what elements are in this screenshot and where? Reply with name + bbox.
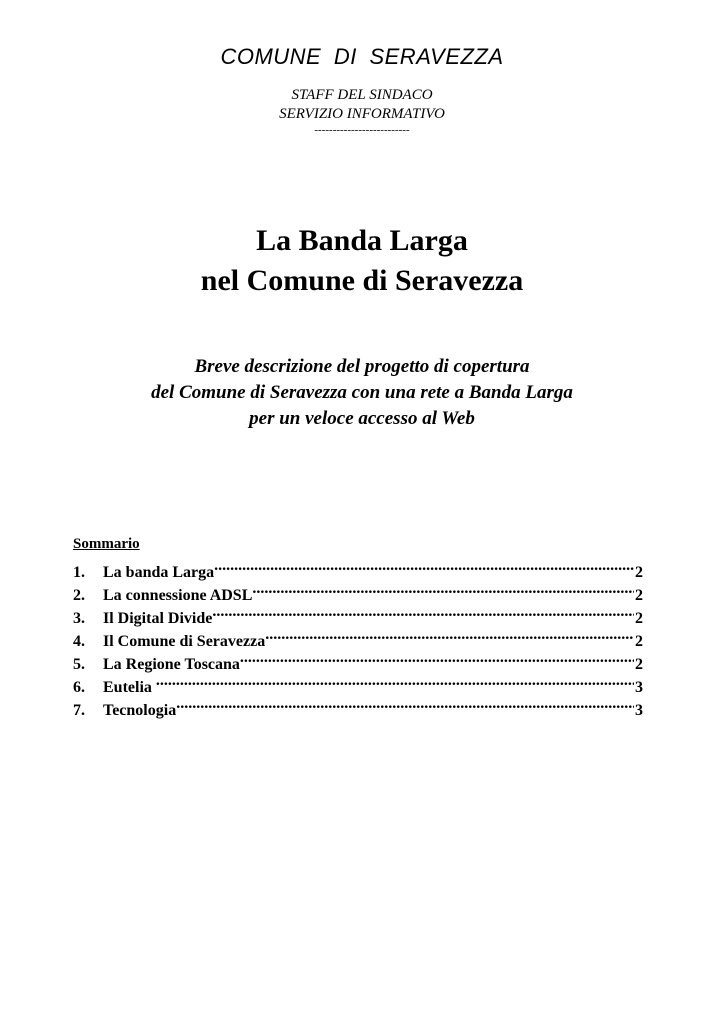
toc-entry-number: 7. bbox=[73, 702, 85, 719]
toc-entry-label: Eutelia bbox=[103, 679, 156, 696]
toc-entry-number: 6. bbox=[73, 679, 85, 696]
toc-heading: Sommario bbox=[73, 536, 140, 552]
toc-entry-number: 5. bbox=[73, 656, 85, 673]
toc-entry-page: 3 bbox=[635, 679, 643, 696]
toc-dot-leader bbox=[156, 669, 634, 692]
toc-entry-label: Tecnologia bbox=[103, 702, 177, 719]
toc-dot-leader bbox=[252, 577, 634, 600]
document-title-line-1: La Banda Larga bbox=[256, 224, 468, 257]
toc-dot-leader bbox=[214, 554, 634, 577]
document-title-line-2: nel Comune di Seravezza bbox=[200, 264, 524, 297]
toc-entry-page: 2 bbox=[635, 564, 643, 581]
toc-dot-leader bbox=[176, 692, 634, 715]
toc-entry[interactable] bbox=[73, 692, 643, 719]
toc-entry-number: 3. bbox=[73, 610, 85, 627]
toc-entry-number: 1. bbox=[73, 564, 85, 581]
header-rule: -------------------------- bbox=[314, 124, 410, 136]
toc-entry-page: 3 bbox=[635, 702, 643, 719]
toc-entry-label: Il Comune di Seravezza bbox=[103, 633, 266, 650]
toc-entry[interactable] bbox=[73, 554, 643, 581]
toc-entry-label: La Regione Toscana bbox=[103, 656, 240, 673]
toc-dot-leader bbox=[212, 600, 634, 623]
organization-name: COMUNE DI SERAVEZZA bbox=[220, 44, 504, 69]
toc-entry-label: La connessione ADSL bbox=[103, 587, 253, 604]
toc-entry-page: 2 bbox=[635, 633, 643, 650]
toc-entry-page: 2 bbox=[635, 610, 643, 627]
toc-entry-label: La banda Larga bbox=[103, 564, 215, 581]
toc-entry[interactable] bbox=[73, 669, 643, 696]
toc-entry-number: 2. bbox=[73, 587, 85, 604]
toc-entry-page: 2 bbox=[635, 587, 643, 604]
table-of-contents bbox=[73, 534, 643, 719]
toc-dot-leader bbox=[265, 623, 634, 646]
toc-entry-page: 2 bbox=[635, 656, 643, 673]
toc-entry-label: Il Digital Divide bbox=[103, 610, 213, 627]
subtitle-line-1: Breve descrizione del progetto di copertura bbox=[194, 356, 530, 377]
subtitle-line-2: del Comune di Seravezza con una rete a Banda Larga bbox=[151, 382, 573, 403]
subtitle-line-3: per un veloce accesso al Web bbox=[249, 408, 475, 429]
toc-dot-leader bbox=[240, 646, 634, 669]
service-label: SERVIZIO INFORMATIVO bbox=[279, 106, 445, 122]
staff-label: STAFF DEL SINDACO bbox=[291, 87, 433, 103]
toc-entry-number: 4. bbox=[73, 633, 85, 650]
